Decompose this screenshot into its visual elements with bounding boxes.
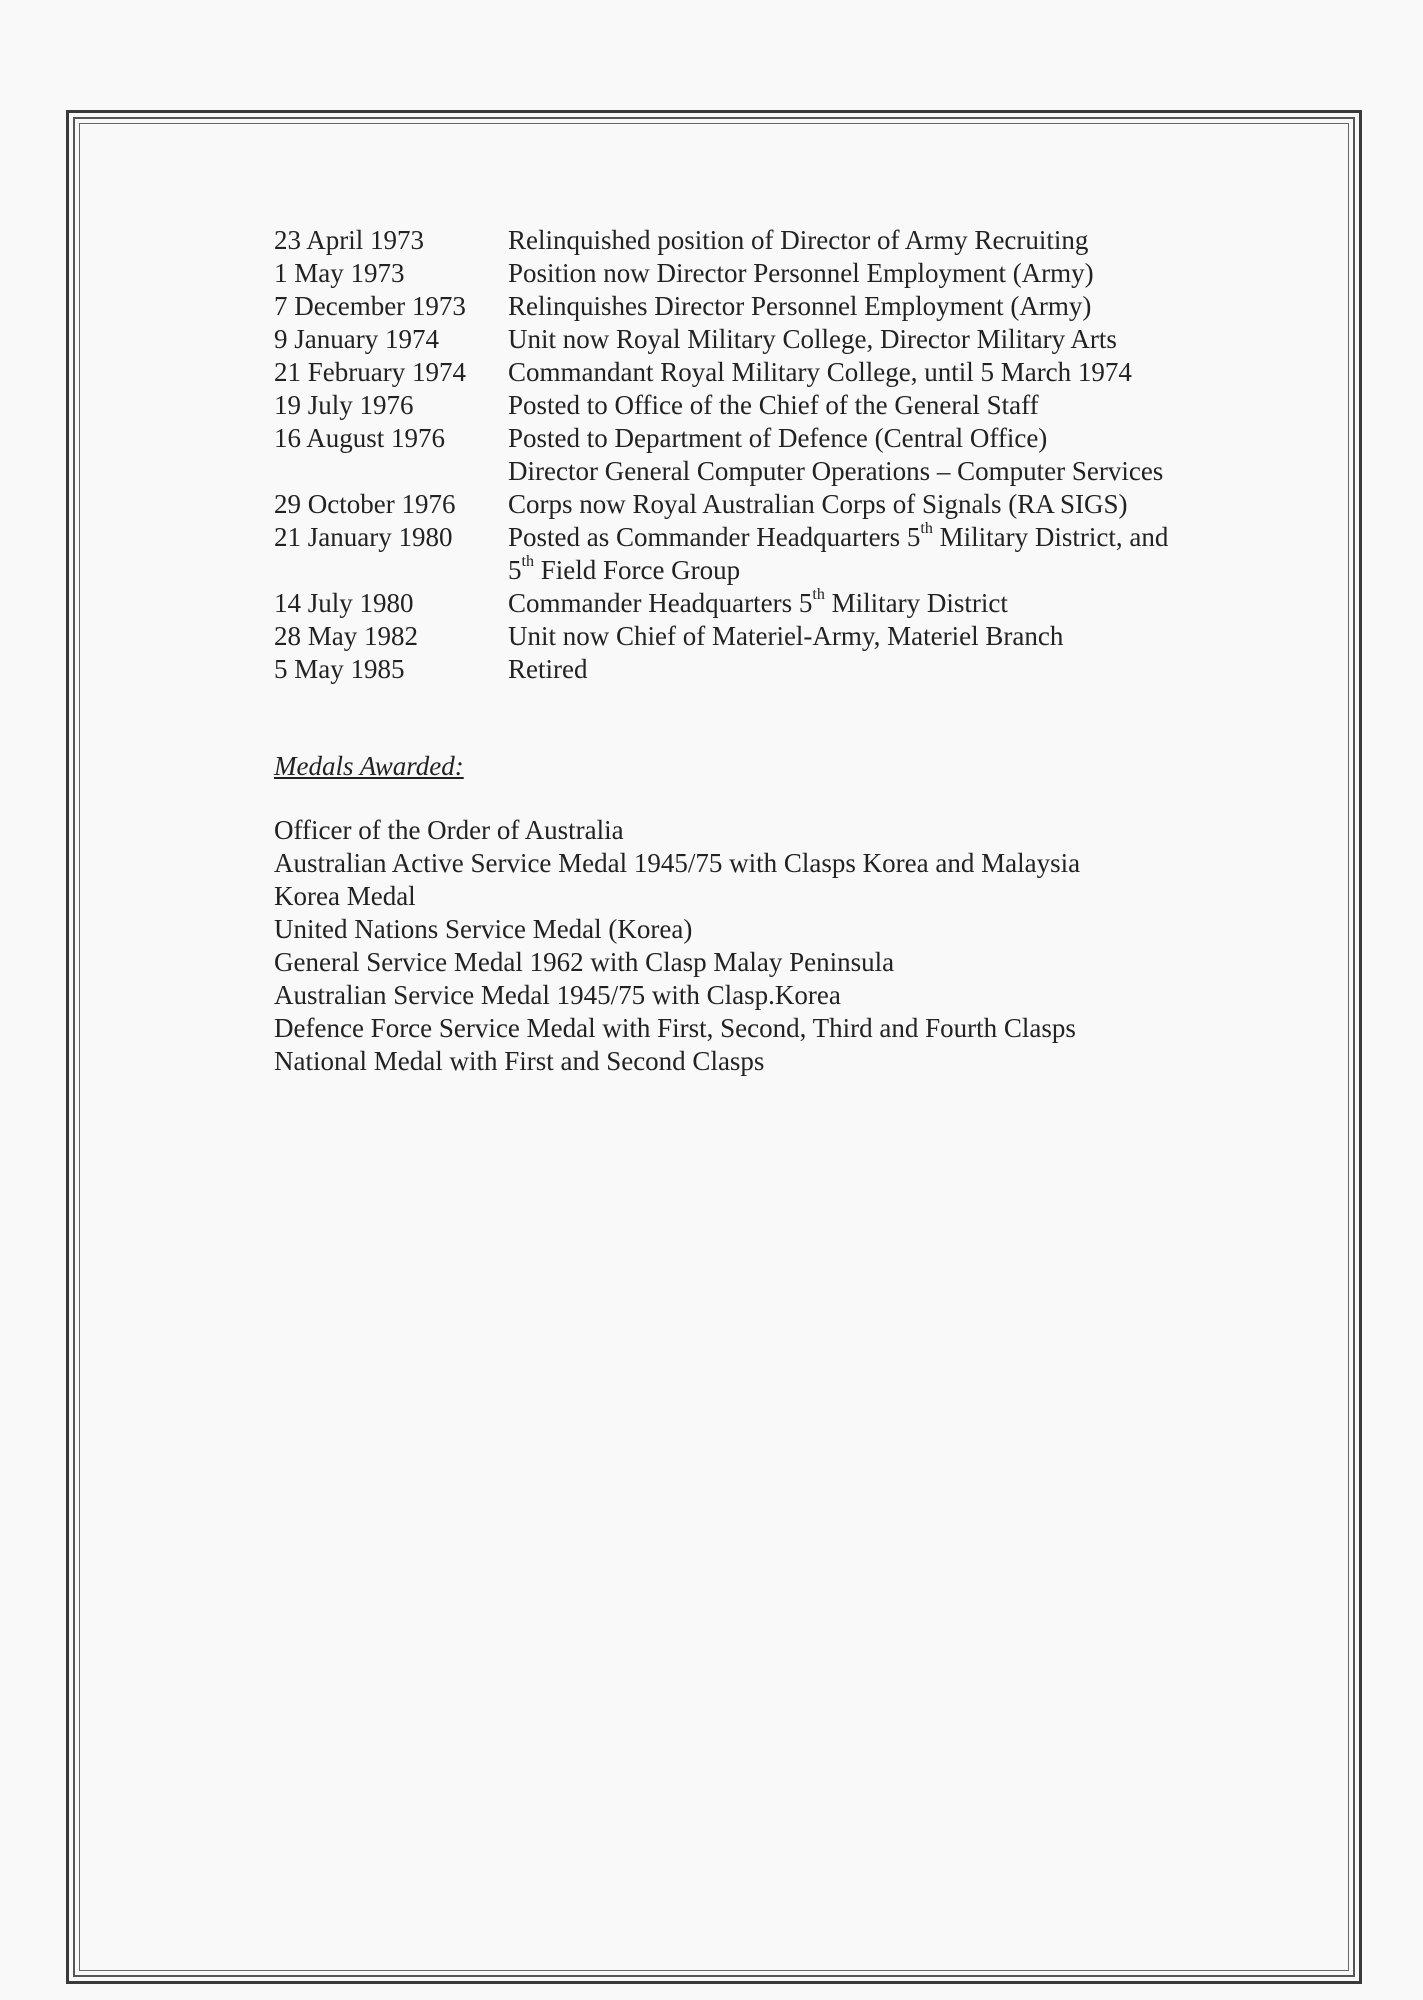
timeline-description-line xyxy=(508,554,1274,587)
timeline-row xyxy=(274,488,1274,521)
list-item: General Service Medal 1962 with Clasp Malay Peninsula xyxy=(274,947,895,977)
timeline-description xyxy=(508,422,1274,488)
timeline-description: Unit now Royal Military College, Director Military Arts xyxy=(508,324,1117,354)
timeline-row xyxy=(274,587,1274,620)
timeline-date: 16 August 1976 xyxy=(274,423,446,453)
timeline-row xyxy=(274,521,1274,587)
timeline-date: 1 May 1973 xyxy=(274,258,405,288)
timeline-description: Unit now Chief of Materiel-Army, Materiel Branch xyxy=(508,621,1064,651)
list-item: Australian Service Medal 1945/75 with Clasp.Korea xyxy=(274,980,841,1010)
timeline-date: 19 July 1976 xyxy=(274,390,414,420)
timeline-date: 7 December 1973 xyxy=(274,291,466,321)
document-body xyxy=(274,224,1274,1078)
timeline-date: 21 February 1974 xyxy=(274,357,466,387)
timeline-description: Position now Director Personnel Employment (Army) xyxy=(508,258,1094,288)
ordinal-suffix: th xyxy=(920,520,933,537)
timeline-description: Commandant Royal Military College, until 5 March 1974 xyxy=(508,357,1132,387)
timeline-row xyxy=(274,323,1274,356)
ordinal-suffix: th xyxy=(812,586,825,603)
timeline-description-line: Posted to Department of Defence (Central Office) xyxy=(508,423,1048,453)
timeline-description xyxy=(508,521,1274,587)
timeline-date: 9 January 1974 xyxy=(274,324,439,354)
timeline-date: 21 January 1980 xyxy=(274,522,453,552)
timeline-row xyxy=(274,356,1274,389)
timeline-description: Relinquished position of Director of Army Recruiting xyxy=(508,225,1089,255)
timeline-date: 28 May 1982 xyxy=(274,621,418,651)
medals-list xyxy=(274,814,1274,1078)
timeline-date: 14 July 1980 xyxy=(274,588,414,618)
timeline-row xyxy=(274,257,1274,290)
timeline-date: 23 April 1973 xyxy=(274,225,425,255)
timeline-row xyxy=(274,224,1274,257)
service-timeline xyxy=(274,224,1274,686)
medals-heading: Medals Awarded: xyxy=(274,751,464,781)
text-part: Military District, and xyxy=(932,522,1169,552)
timeline-description: Relinquishes Director Personnel Employment (Army) xyxy=(508,291,1092,321)
list-item: Korea Medal xyxy=(274,881,416,911)
list-item: Defence Force Service Medal with First, Second, Third and Fourth Clasps xyxy=(274,1013,1076,1043)
text-part: Field Force Group xyxy=(533,555,741,585)
timeline-description-line xyxy=(508,521,1274,554)
timeline-description-line: Director General Computer Operations – Computer Services xyxy=(508,456,1164,486)
timeline-row xyxy=(274,290,1274,323)
timeline-description: Posted to Office of the Chief of the General Staff xyxy=(508,390,1039,420)
timeline-row xyxy=(274,620,1274,653)
ordinal-suffix: th xyxy=(521,553,534,570)
text-part: Commander Headquarters 5 xyxy=(508,588,813,618)
timeline-description: Corps now Royal Australian Corps of Signals (RA SIGS) xyxy=(508,489,1128,519)
list-item: National Medal with First and Second Clasps xyxy=(274,1046,765,1076)
timeline-date: 5 May 1985 xyxy=(274,654,405,684)
timeline-row xyxy=(274,422,1274,488)
list-item: Australian Active Service Medal 1945/75 with Clasps Korea and Malaysia xyxy=(274,848,1081,878)
text-part: Posted as Commander Headquarters 5 xyxy=(508,522,921,552)
timeline-row xyxy=(274,653,1274,686)
timeline-date: 29 October 1976 xyxy=(274,489,456,519)
timeline-row xyxy=(274,389,1274,422)
timeline-description xyxy=(508,587,1274,620)
timeline-description: Retired xyxy=(508,654,588,684)
list-item: Officer of the Order of Australia xyxy=(274,815,624,845)
text-part: 5 xyxy=(508,555,522,585)
list-item: United Nations Service Medal (Korea) xyxy=(274,914,693,944)
text-part: Military District xyxy=(824,588,1008,618)
